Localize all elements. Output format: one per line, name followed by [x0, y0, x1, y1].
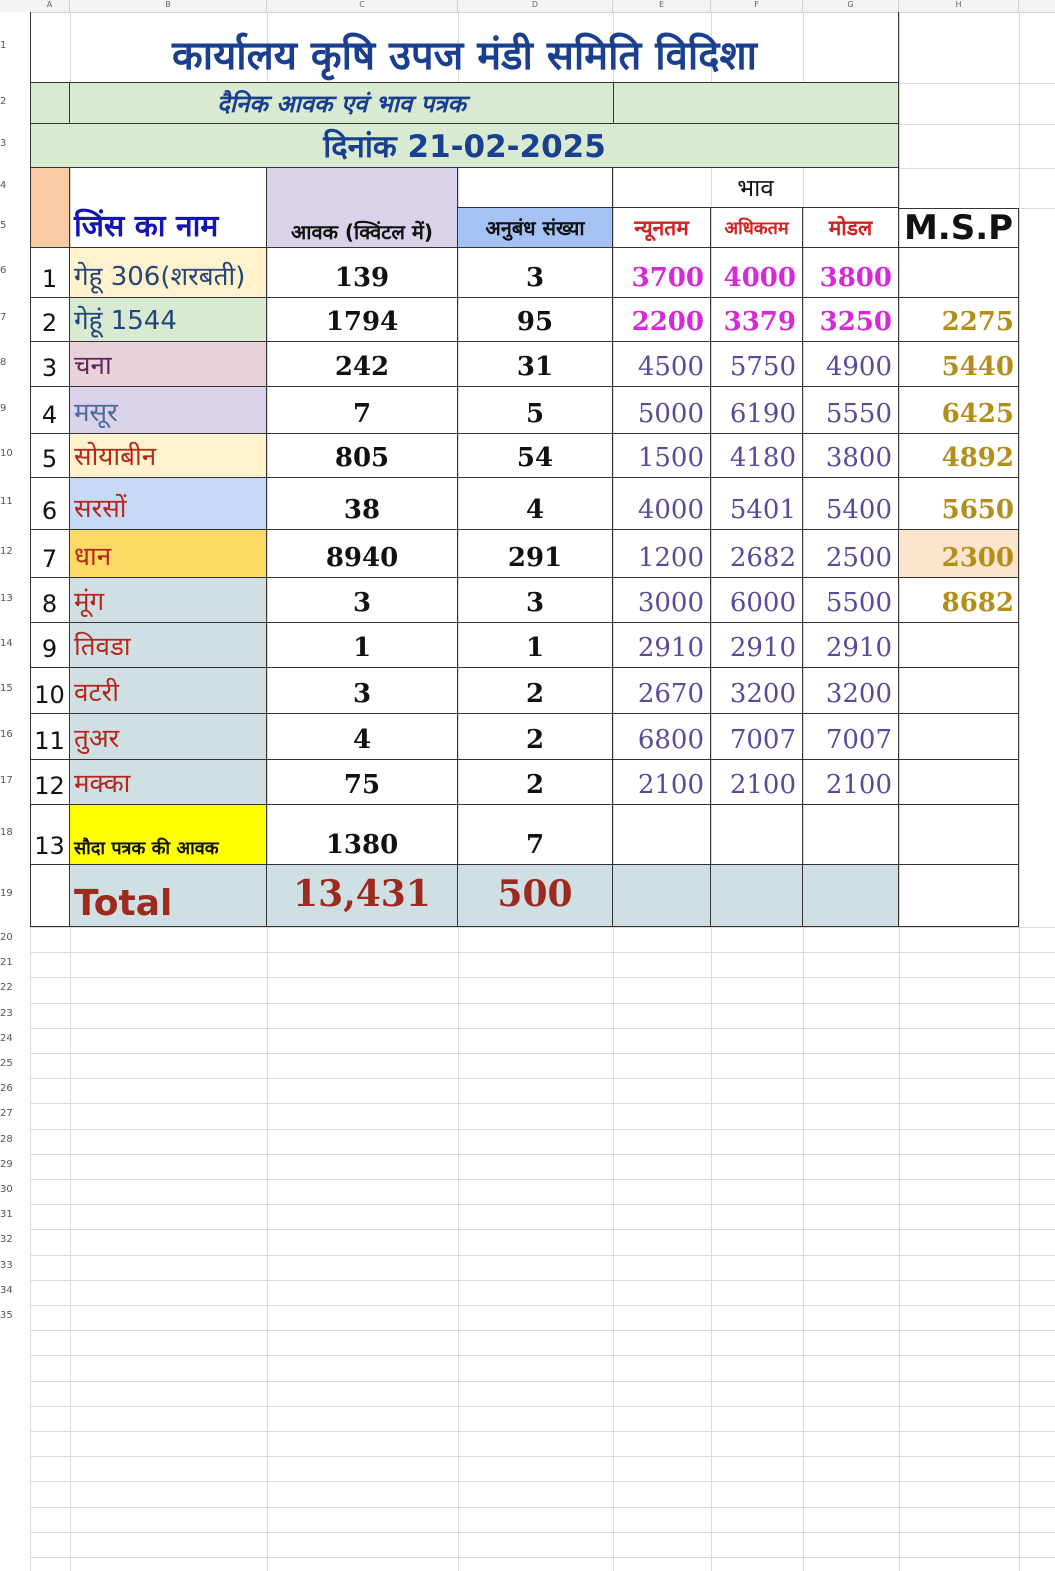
- row-number[interactable]: 16: [0, 729, 13, 740]
- header-modal: मोडल: [803, 208, 899, 248]
- price-max: 3379: [711, 298, 803, 342]
- contracts-value: 2: [458, 760, 613, 805]
- row-number[interactable]: 2: [0, 95, 7, 107]
- price-max: 3200: [711, 668, 803, 714]
- price-max: [711, 805, 803, 865]
- price-max: 5401: [711, 478, 803, 530]
- price-modal: 2500: [803, 530, 899, 578]
- price-modal: [803, 805, 899, 865]
- price-modal: 2910: [803, 623, 899, 668]
- contracts-value: 54: [458, 434, 613, 478]
- row-number[interactable]: 32: [0, 1234, 13, 1246]
- column-letter[interactable]: E: [613, 0, 711, 12]
- commodity-name: सोयाबीन: [70, 434, 267, 478]
- row-number[interactable]: 34: [0, 1284, 13, 1296]
- gridline-h: [30, 1557, 1055, 1558]
- contracts-value: 3: [458, 248, 613, 298]
- price-modal: 5400: [803, 478, 899, 530]
- column-letter[interactable]: H: [899, 0, 1019, 12]
- row-number[interactable]: 10: [0, 448, 13, 459]
- header-max: अधिकतम: [711, 208, 803, 248]
- header-contracts: अनुबंध संख्या: [458, 208, 613, 248]
- column-letter[interactable]: G: [803, 0, 899, 12]
- row-number[interactable]: 18: [0, 827, 13, 838]
- price-min: 1200: [613, 530, 711, 578]
- row-number[interactable]: 12: [0, 546, 13, 557]
- gridline-h: [30, 1355, 1055, 1356]
- price-max: 4180: [711, 434, 803, 478]
- row-number[interactable]: 7: [0, 312, 7, 323]
- gridline-h: [30, 1431, 1055, 1432]
- row-number[interactable]: 4: [0, 180, 7, 191]
- price-msp: [899, 760, 1019, 805]
- price-msp: [899, 248, 1019, 298]
- price-min: 2100: [613, 760, 711, 805]
- row2-a-cell: [30, 83, 70, 124]
- gridline-h: [30, 1330, 1055, 1331]
- price-modal: 3250: [803, 298, 899, 342]
- commodity-name: मक्का: [70, 760, 267, 805]
- price-max: 2100: [711, 760, 803, 805]
- row-number[interactable]: 23: [0, 1007, 13, 1019]
- row-number[interactable]: 14: [0, 637, 13, 649]
- row-number[interactable]: 26: [0, 1083, 13, 1095]
- arrival-value: 38: [267, 478, 458, 530]
- serial-number: 7: [30, 530, 70, 578]
- price-max: 5750: [711, 342, 803, 387]
- gridline-h: [30, 1053, 1055, 1054]
- gridline-h: [30, 1481, 1055, 1482]
- page-title: कार्यालय कृषि उपज मंडी समिति विदिशा: [30, 12, 899, 83]
- gridline-h: [30, 1507, 1055, 1508]
- contracts-value: 2: [458, 714, 613, 760]
- row-number[interactable]: 20: [0, 932, 13, 943]
- row-number[interactable]: 21: [0, 957, 13, 969]
- arrival-value: 1380: [267, 805, 458, 865]
- contracts-value: 31: [458, 342, 613, 387]
- gridline-h: [30, 1406, 1055, 1407]
- gridline-h: [30, 1179, 1055, 1180]
- row-number[interactable]: 22: [0, 982, 13, 994]
- gridline-h: [30, 927, 1055, 928]
- arrival-value: 7: [267, 387, 458, 434]
- price-msp: 2300: [899, 530, 1019, 578]
- serial-number: 2: [30, 298, 70, 342]
- price-msp: [899, 668, 1019, 714]
- row-number[interactable]: 8: [0, 356, 7, 368]
- price-modal: 3800: [803, 434, 899, 478]
- price-max: 2682: [711, 530, 803, 578]
- column-letter[interactable]: B: [70, 0, 267, 12]
- gridline-h: [30, 1078, 1055, 1079]
- column-letter[interactable]: F: [711, 0, 803, 12]
- total-arrival: 13,431: [267, 865, 458, 927]
- serial-number: 4: [30, 387, 70, 434]
- row-number[interactable]: 35: [0, 1310, 13, 1321]
- header-contracts-top: [458, 168, 613, 208]
- row-number[interactable]: 3: [0, 138, 7, 149]
- price-min: 4500: [613, 342, 711, 387]
- row-number[interactable]: 5: [0, 220, 7, 231]
- row-number[interactable]: 19: [0, 888, 13, 899]
- row-number[interactable]: 31: [0, 1209, 13, 1221]
- price-min: 6800: [613, 714, 711, 760]
- price-modal: 4900: [803, 342, 899, 387]
- gridline-h: [899, 168, 1055, 169]
- commodity-name: धान: [70, 530, 267, 578]
- price-min: 5000: [613, 387, 711, 434]
- arrival-value: 1794: [267, 298, 458, 342]
- title-right-border: [898, 12, 899, 208]
- header-name: जिंस का नाम: [70, 168, 267, 248]
- commodity-name: चना: [70, 342, 267, 387]
- gridline-h: [30, 952, 1055, 953]
- price-max: 4000: [711, 248, 803, 298]
- row-number[interactable]: 9: [0, 402, 7, 414]
- price-msp: 5440: [899, 342, 1019, 387]
- price-msp: 4892: [899, 434, 1019, 478]
- column-letter[interactable]: D: [458, 0, 613, 12]
- row-number[interactable]: 13: [0, 592, 13, 604]
- commodity-name: सरसों: [70, 478, 267, 530]
- row-header-bar: [0, 12, 30, 1571]
- price-min: 2670: [613, 668, 711, 714]
- gridline-v: [1019, 12, 1020, 1571]
- gridline-h: [30, 1129, 1055, 1130]
- column-letter[interactable]: A: [30, 0, 70, 12]
- gridline-h: [30, 1381, 1055, 1382]
- price-max: 6000: [711, 578, 803, 623]
- serial-number: 5: [30, 434, 70, 478]
- commodity-name: गेहू 306(शरबती): [70, 248, 267, 298]
- subtitle: दैनिक आवक एवं भाव पत्रक: [70, 83, 613, 124]
- price-min: 1500: [613, 434, 711, 478]
- gridline-h: [30, 1456, 1055, 1457]
- arrival-value: 139: [267, 248, 458, 298]
- gridline-h: [30, 1305, 1055, 1306]
- row-number[interactable]: 17: [0, 774, 13, 786]
- header-price-group: भाव: [613, 168, 899, 208]
- row-number[interactable]: 15: [0, 683, 13, 694]
- price-max: 7007: [711, 714, 803, 760]
- arrival-value: 3: [267, 578, 458, 623]
- commodity-name: मूंग: [70, 578, 267, 623]
- gridline-h: [30, 1532, 1055, 1533]
- contracts-value: 95: [458, 298, 613, 342]
- serial-number: 8: [30, 578, 70, 623]
- total-price-cell: [803, 865, 899, 927]
- total-serial-cell: [30, 865, 70, 927]
- price-min: 2200: [613, 298, 711, 342]
- gridline-h: [30, 1255, 1055, 1256]
- commodity-name: तिवडा: [70, 623, 267, 668]
- row-number[interactable]: 30: [0, 1184, 13, 1195]
- price-msp: [899, 805, 1019, 865]
- serial-number: 12: [30, 760, 70, 805]
- arrival-value: 242: [267, 342, 458, 387]
- contracts-value: 7: [458, 805, 613, 865]
- commodity-name: सौदा पत्रक की आवक: [70, 805, 267, 865]
- row-number[interactable]: 29: [0, 1158, 13, 1170]
- commodity-name: गेहूं 1544: [70, 298, 267, 342]
- total-contracts: 500: [458, 865, 613, 927]
- gridline-h: [30, 1103, 1055, 1104]
- row-number[interactable]: 1: [0, 39, 7, 51]
- serial-number: 11: [30, 714, 70, 760]
- price-min: 2910: [613, 623, 711, 668]
- price-msp: [899, 623, 1019, 668]
- contracts-value: 291: [458, 530, 613, 578]
- contracts-value: 5: [458, 387, 613, 434]
- row-number[interactable]: 27: [0, 1108, 13, 1120]
- row-number[interactable]: 28: [0, 1133, 13, 1145]
- commodity-name: तुअर: [70, 714, 267, 760]
- date-line: दिनांक 21-02-2025: [30, 124, 899, 168]
- price-min: 4000: [613, 478, 711, 530]
- row-number[interactable]: 24: [0, 1032, 13, 1044]
- price-msp: 5650: [899, 478, 1019, 530]
- serial-number: 13: [30, 805, 70, 865]
- total-price-cell: [711, 865, 803, 927]
- contracts-value: 2: [458, 668, 613, 714]
- arrival-value: 3: [267, 668, 458, 714]
- contracts-value: 1: [458, 623, 613, 668]
- contracts-value: 4: [458, 478, 613, 530]
- gridline-h: [30, 1280, 1055, 1281]
- row-number[interactable]: 6: [0, 265, 7, 276]
- row-number[interactable]: 11: [0, 496, 13, 507]
- header-arrival: आवक (क्विंटल में): [267, 168, 458, 248]
- total-label: Total: [70, 865, 267, 927]
- commodity-name: वटरी: [70, 668, 267, 714]
- serial-number: 9: [30, 623, 70, 668]
- row-number[interactable]: 25: [0, 1058, 13, 1069]
- arrival-value: 805: [267, 434, 458, 478]
- price-modal: 5550: [803, 387, 899, 434]
- gridline-h: [30, 1028, 1055, 1029]
- arrival-value: 1: [267, 623, 458, 668]
- price-max: 2910: [711, 623, 803, 668]
- gridline-h: [899, 124, 1055, 125]
- contracts-value: 3: [458, 578, 613, 623]
- arrival-value: 8940: [267, 530, 458, 578]
- price-modal: 7007: [803, 714, 899, 760]
- gridline-h: [30, 1154, 1055, 1155]
- serial-number: 10: [30, 668, 70, 714]
- price-modal: 5500: [803, 578, 899, 623]
- header-min: न्यूनतम: [613, 208, 711, 248]
- row2-green-right: [613, 83, 899, 124]
- price-modal: 2100: [803, 760, 899, 805]
- serial-number: 1: [30, 248, 70, 298]
- arrival-value: 4: [267, 714, 458, 760]
- price-msp: 8682: [899, 578, 1019, 623]
- commodity-name: मसूर: [70, 387, 267, 434]
- price-max: 6190: [711, 387, 803, 434]
- price-msp: 6425: [899, 387, 1019, 434]
- price-msp: [899, 714, 1019, 760]
- price-min: 3700: [613, 248, 711, 298]
- header-msp: M.S.P: [899, 208, 1019, 248]
- gridline-h: [899, 83, 1055, 84]
- gridline-h: [30, 977, 1055, 978]
- price-msp: 2275: [899, 298, 1019, 342]
- price-min: 3000: [613, 578, 711, 623]
- serial-number: 3: [30, 342, 70, 387]
- price-modal: 3200: [803, 668, 899, 714]
- gridline-h: [30, 1229, 1055, 1230]
- price-modal: 3800: [803, 248, 899, 298]
- gridline-h: [30, 1204, 1055, 1205]
- row-number[interactable]: 33: [0, 1259, 13, 1271]
- price-min: [613, 805, 711, 865]
- serial-header-cell: [30, 168, 70, 248]
- table-left-border: [30, 12, 31, 927]
- column-letter[interactable]: C: [267, 0, 458, 12]
- total-price-cell: [613, 865, 711, 927]
- arrival-value: 75: [267, 760, 458, 805]
- serial-number: 6: [30, 478, 70, 530]
- gridline-h: [30, 1003, 1055, 1004]
- total-msp-cell: [899, 865, 1019, 927]
